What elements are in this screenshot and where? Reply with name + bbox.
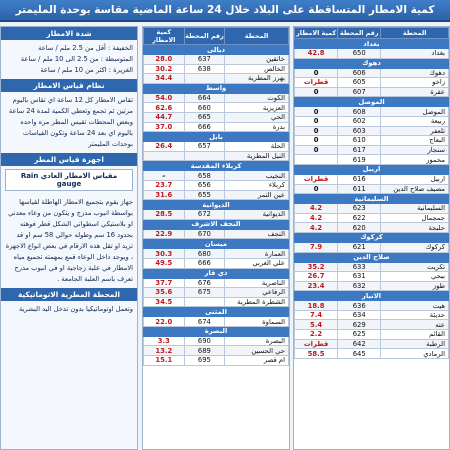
table-row — [144, 55, 289, 65]
table-row — [144, 180, 289, 190]
table-row — [295, 281, 449, 291]
table-row — [295, 310, 449, 320]
table-row — [295, 87, 449, 97]
station-name: ربيعة — [381, 116, 449, 126]
station-number: 611 — [338, 184, 381, 194]
table-row — [295, 242, 449, 252]
rain-amount: 62.6 — [144, 103, 185, 113]
table-row — [295, 349, 449, 359]
station-number: 670 — [184, 229, 225, 239]
station-number: 672 — [184, 210, 225, 220]
station-name: هيت — [381, 301, 449, 311]
station-number: 655 — [184, 190, 225, 200]
station-name: كربلاء — [225, 180, 289, 190]
table-row — [144, 74, 289, 84]
system-text: تقاس الامطار كل 12 ساعة اي تقاس باليوم مرتين ثم تجمع وتعطي الكمية لمدة 24 ساعة وبعض المحطات تقيس المطر مره واحده باليوم اي بعد 24 ساعة وتكون القياسات بوحدات المليمتر — [8, 96, 133, 148]
station-number: 606 — [338, 68, 381, 78]
station-number: 629 — [338, 320, 381, 330]
station-name: الرفاعي — [225, 288, 289, 298]
table-row — [295, 262, 449, 272]
region-row — [295, 58, 449, 68]
region-row — [295, 164, 449, 174]
station-name: عقرة — [381, 87, 449, 97]
region-name: دهوك — [295, 58, 449, 68]
table-row — [144, 258, 289, 268]
station-name: جمجمال — [381, 213, 449, 223]
rain-amount: 0 — [295, 116, 338, 126]
station-number: 622 — [338, 213, 381, 223]
table-row — [295, 107, 449, 117]
table-row — [144, 229, 289, 239]
station-name: العمارة — [225, 249, 289, 259]
station-number: 605 — [338, 78, 381, 88]
station-number: 633 — [338, 262, 381, 272]
station-number: 676 — [184, 278, 225, 288]
table-row — [295, 272, 449, 282]
middle-rain-table-panel — [142, 26, 290, 450]
region-row — [144, 268, 289, 278]
station-name: عين التمر — [225, 190, 289, 200]
station-name: البصرة — [225, 336, 289, 346]
station-name: حلبجة — [381, 223, 449, 233]
station-name: الموصل — [381, 107, 449, 117]
rain-amount: 26.4 — [144, 142, 185, 152]
gauge-header: اجهزة قياس المطر — [1, 153, 137, 166]
station-number: 603 — [338, 126, 381, 136]
station-name: خانقين — [225, 55, 289, 65]
region-name: ديالى — [144, 45, 289, 55]
region-row — [144, 132, 289, 142]
rain-amount: 0 — [295, 68, 338, 78]
table-row — [144, 356, 289, 366]
table-row — [295, 136, 449, 146]
rain-amount: 23.7 — [144, 180, 185, 190]
station-name: دهوك — [381, 68, 449, 78]
station-number: 619 — [338, 155, 381, 165]
station-name: تكريت — [381, 262, 449, 272]
table-row — [144, 249, 289, 259]
rain-amount: 35.2 — [295, 262, 338, 272]
auto-station-text: وتعمل اوتوماتيكيا بدون تدخل اليد البشرية — [18, 305, 133, 313]
system-header: نظام قياس الامطار — [1, 79, 137, 92]
table-row — [144, 122, 289, 132]
rain-amount: 26.7 — [295, 272, 338, 282]
table-row — [144, 64, 289, 74]
rain-amount: 0 — [295, 107, 338, 117]
intensity-heavy: الغزيرة : اكثر من 10 ملم / ساعة — [40, 66, 133, 74]
header-station: المحطة — [225, 28, 289, 45]
region-name: الديوانية — [144, 200, 289, 210]
right-table-header — [295, 28, 449, 39]
intensity-list — [1, 40, 137, 79]
rain-amount: 4.2 — [295, 223, 338, 233]
station-number — [184, 74, 225, 84]
rain-amount: 0 — [295, 126, 338, 136]
rain-amount: 5.4 — [295, 320, 338, 330]
station-number: 607 — [338, 87, 381, 97]
station-number: 608 — [338, 107, 381, 117]
region-row — [295, 39, 449, 49]
table-row — [144, 112, 289, 122]
station-name: حديثة — [381, 310, 449, 320]
rain-amount: 0 — [295, 145, 338, 155]
rain-amount: 0 — [295, 87, 338, 97]
station-name: حي الحسين — [225, 346, 289, 356]
station-name: مصيف صلاح الدين — [381, 184, 449, 194]
region-name: السليمانية — [295, 194, 449, 204]
station-number — [184, 151, 225, 161]
middle-rain-table — [143, 27, 289, 366]
region-row — [295, 232, 449, 242]
region-row — [144, 307, 289, 317]
table-row — [144, 336, 289, 346]
station-number: 610 — [338, 136, 381, 146]
rain-amount: قطرات — [295, 174, 338, 184]
region-name: بغداد — [295, 39, 449, 49]
rain-amount: 0 — [295, 136, 338, 146]
station-number: 623 — [338, 204, 381, 214]
intensity-medium: المتوسطة : من 2.5 الى 10 ملم / ساعة — [20, 55, 133, 63]
table-row — [295, 145, 449, 155]
table-row — [144, 103, 289, 113]
rain-amount: 22.9 — [144, 229, 185, 239]
station-name: الكوت — [225, 93, 289, 103]
table-row — [144, 278, 289, 288]
station-number: 632 — [338, 281, 381, 291]
gauge-label: مقياس الامطار العادي Rain gauge — [5, 169, 133, 191]
table-row — [295, 330, 449, 340]
region-name: كربلاء المقدسة — [144, 161, 289, 171]
rain-amount: 7.4 — [295, 310, 338, 320]
rain-amount: قطرات — [295, 339, 338, 349]
station-number: 602 — [338, 116, 381, 126]
station-number: 625 — [338, 330, 381, 340]
rain-amount: 42.8 — [295, 49, 338, 59]
region-name: ذي قار — [144, 268, 289, 278]
station-number: 617 — [338, 145, 381, 155]
region-name: المثنى — [144, 307, 289, 317]
station-name: زاخو — [381, 78, 449, 88]
rain-amount: 35.6 — [144, 288, 185, 298]
station-number: 645 — [338, 349, 381, 359]
table-row — [144, 210, 289, 220]
station-number: 658 — [184, 171, 225, 181]
region-row — [144, 161, 289, 171]
station-name: الديوانية — [225, 210, 289, 220]
rain-amount: 3.3 — [144, 336, 185, 346]
rain-amount: 34.4 — [144, 74, 185, 84]
table-row — [295, 68, 449, 78]
station-number: 660 — [184, 103, 225, 113]
table-row — [144, 288, 289, 298]
region-row — [295, 194, 449, 204]
station-name: علي الغربي — [225, 258, 289, 268]
station-number: 634 — [338, 310, 381, 320]
rain-amount: 4.2 — [295, 213, 338, 223]
region-row — [295, 97, 449, 107]
rain-amount: 28.0 — [144, 55, 185, 65]
middle-table-body — [144, 45, 289, 366]
rain-amount: 23.4 — [295, 281, 338, 291]
intensity-header: شدة الامطار — [1, 27, 137, 40]
station-name: العزيزية — [225, 103, 289, 113]
region-name: النجف الاشرف — [144, 219, 289, 229]
info-panel — [0, 26, 138, 450]
station-number: 690 — [184, 336, 225, 346]
station-name: كركوك — [381, 242, 449, 252]
rain-amount: 28.5 — [144, 210, 185, 220]
station-name: البعاج — [381, 136, 449, 146]
station-number: 674 — [184, 317, 225, 327]
right-table-body — [295, 39, 449, 359]
table-row — [144, 93, 289, 103]
rain-amount: قطرات — [295, 78, 338, 88]
station-name: النيل المطرية — [225, 151, 289, 161]
region-name: كركوك — [295, 232, 449, 242]
rain-amount: 37.0 — [144, 122, 185, 132]
rain-amount: 7.9 — [295, 242, 338, 252]
table-row — [295, 204, 449, 214]
station-number: 689 — [184, 346, 225, 356]
rain-amount: 49.5 — [144, 258, 185, 268]
region-name: اربيل — [295, 164, 449, 174]
station-number: 666 — [184, 258, 225, 268]
middle-table-header — [144, 28, 289, 45]
table-row — [295, 78, 449, 88]
table-row — [295, 184, 449, 194]
station-number: 650 — [338, 49, 381, 59]
station-name: الرطبة — [381, 339, 449, 349]
table-row — [295, 174, 449, 184]
region-name: الانبار — [295, 291, 449, 301]
region-name: بابل — [144, 132, 289, 142]
rain-amount — [295, 155, 338, 165]
table-row — [295, 320, 449, 330]
right-rain-table — [294, 27, 449, 359]
header-station-no: رقم المحطة — [184, 28, 225, 45]
station-name: ام قصر — [225, 356, 289, 366]
table-row — [295, 213, 449, 223]
rain-amount: 4.2 — [295, 204, 338, 214]
region-row — [295, 252, 449, 262]
table-row — [144, 171, 289, 181]
rain-amount: 0 — [295, 184, 338, 194]
table-row — [144, 297, 289, 307]
station-number: 638 — [184, 64, 225, 74]
station-number: 664 — [184, 93, 225, 103]
rain-amount: 34.5 — [144, 297, 185, 307]
station-number: 695 — [184, 356, 225, 366]
rain-amount: – — [144, 171, 185, 181]
rain-amount: 2.2 — [295, 330, 338, 340]
station-number — [184, 297, 225, 307]
rain-amount: 54.0 — [144, 93, 185, 103]
intensity-light: الخفيفة : أقل من 2.5 ملم / ساعة — [38, 44, 133, 52]
station-name: اربيل — [381, 174, 449, 184]
region-row — [295, 291, 449, 301]
region-name: البصرة — [144, 326, 289, 336]
station-number: 675 — [184, 288, 225, 298]
station-name: السماوة — [225, 317, 289, 327]
station-number: 620 — [338, 223, 381, 233]
table-row — [295, 116, 449, 126]
table-row — [295, 155, 449, 165]
station-name: تلعفر — [381, 126, 449, 136]
station-number: 631 — [338, 272, 381, 282]
station-name: مخمور — [381, 155, 449, 165]
region-row — [144, 326, 289, 336]
station-name: النخيب — [225, 171, 289, 181]
table-row — [144, 317, 289, 327]
table-row — [295, 339, 449, 349]
station-number: 621 — [338, 242, 381, 252]
station-name: بغداد — [381, 49, 449, 59]
region-name: واسط — [144, 83, 289, 93]
region-row — [144, 45, 289, 55]
region-row — [144, 219, 289, 229]
region-name: صلاح الدين — [295, 252, 449, 262]
station-number: 657 — [184, 142, 225, 152]
station-number: 616 — [338, 174, 381, 184]
rain-amount: 13.2 — [144, 346, 185, 356]
station-name: بدرة — [225, 122, 289, 132]
table-row — [295, 301, 449, 311]
header-station-no: رقم المحطة — [338, 28, 381, 39]
rain-amount — [144, 151, 185, 161]
region-row — [144, 83, 289, 93]
rain-amount: 58.5 — [295, 349, 338, 359]
station-name: الناصرية — [225, 278, 289, 288]
header-rain: كمية الامطار — [296, 29, 337, 37]
header-station: المحطة — [381, 28, 449, 39]
table-row — [295, 223, 449, 233]
station-number: 642 — [338, 339, 381, 349]
rain-amount: 30.3 — [144, 249, 185, 259]
table-row — [295, 49, 449, 59]
station-number: 637 — [184, 55, 225, 65]
header-rain: كمية الامطار — [144, 28, 185, 45]
station-name: الخالص — [225, 64, 289, 74]
page-title: كمية الامطار المتساقطة على البلاد خلال 24 ساعة الماضية مقاسة بوحدة المليمتر — [0, 0, 450, 22]
station-name: الحلة — [225, 142, 289, 152]
region-row — [144, 200, 289, 210]
table-row — [144, 346, 289, 356]
table-row — [144, 151, 289, 161]
station-name: الرمادي — [381, 349, 449, 359]
station-number: 656 — [184, 180, 225, 190]
rain-amount: 15.1 — [144, 356, 185, 366]
rain-amount: 31.6 — [144, 190, 185, 200]
station-name: الشطرة المطرية — [225, 297, 289, 307]
station-name: عنه — [381, 320, 449, 330]
rain-amount: 37.7 — [144, 278, 185, 288]
station-name: الحي — [225, 112, 289, 122]
rain-amount: 44.7 — [144, 112, 185, 122]
table-row — [295, 126, 449, 136]
rain-amount: 22.0 — [144, 317, 185, 327]
region-name: الموصل — [295, 97, 449, 107]
region-name: ميسان — [144, 239, 289, 249]
right-rain-table-panel — [293, 26, 450, 450]
station-number: 665 — [184, 112, 225, 122]
station-name: القائم — [381, 330, 449, 340]
region-row — [144, 239, 289, 249]
rain-amount: 18.8 — [295, 301, 338, 311]
station-name: السليمانية — [381, 204, 449, 214]
station-number: 636 — [338, 301, 381, 311]
table-row — [144, 142, 289, 152]
station-name: طوز — [381, 281, 449, 291]
auto-station-header: المحطة المطرية الاتوماتيكية — [1, 288, 137, 301]
station-name: بيجي — [381, 272, 449, 282]
gauge-text: جهاز يقوم بتجميع الامطار الهاطلة لقياسها بواسطة انبوب مدرج و يتكون من وعاء معدني او بلاستيكي اسطواني الشكل قطر فوهته بحدود 16 سم وطوله حوالي 58 سم او قد تزيد او تقل هذه الارقام في بعض انواع الاجهزة ، ويوجد داخل الوعاء قمع بمهمته تجميع مياه الامطار في علبة زجاجية او في انبوب مدرج تعرف باسم العلبة الجامعة . — [5, 198, 133, 283]
station-number: 680 — [184, 249, 225, 259]
table-row — [144, 190, 289, 200]
station-name: سنجار — [381, 145, 449, 155]
rain-amount: 30.2 — [144, 64, 185, 74]
station-number: 666 — [184, 122, 225, 132]
station-name: النجف — [225, 229, 289, 239]
station-name: بهرز المطرية — [225, 74, 289, 84]
